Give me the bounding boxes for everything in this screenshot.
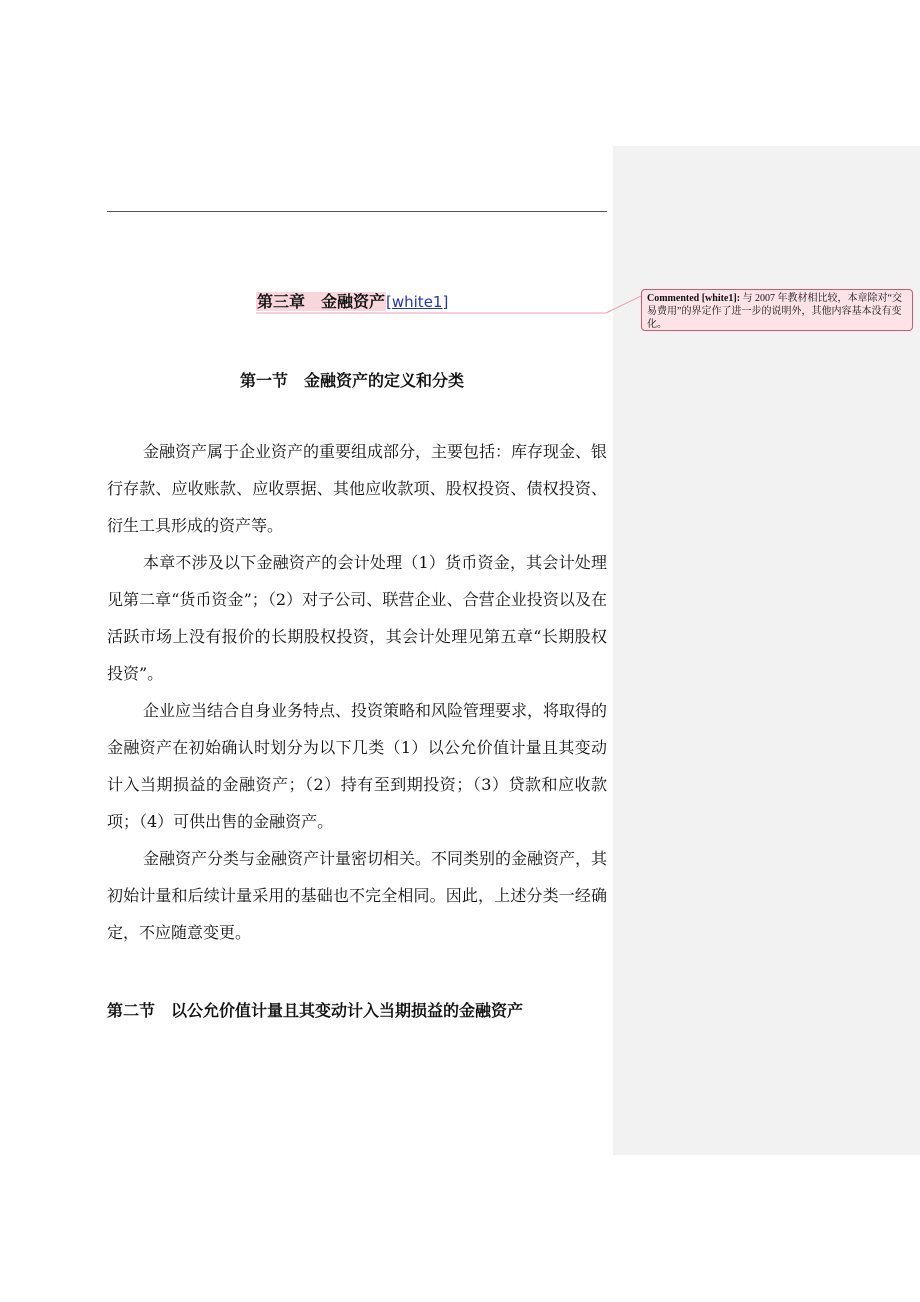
- comment-text: 与 2007 年教材相比较，本章除对“交易费用”的界定作了进一步的说明外，其他内容基本没有变化。: [647, 293, 902, 330]
- comment-reference-link[interactable]: [white1]: [386, 293, 449, 311]
- section-title-1: 第一节 金融资产的定义和分类: [240, 371, 465, 390]
- paragraph-1: 金融资产属于企业资产的重要组成部分，主要包括：库存现金、银行存款、应收账款、应收票据、其他应收款项、股权投资、债权投资、衍生工具形成的资产等。: [107, 442, 608, 535]
- comment-author: Commented [white1]:: [647, 293, 741, 304]
- comment-balloon[interactable]: [641, 289, 913, 331]
- paragraph-3: 企业应当结合自身业务特点、投资策略和风险管理要求，将取得的金融资产在初始确认时划分为以下几类（1）以公允价值计量且其变动计入当期损益的金融资产；（2）持有至到期投资；（3）贷款和应收款项；（4）可供出售的金融资产。: [107, 701, 608, 831]
- section-title-2: 第二节 以公允价值计量且其变动计入当期损益的金融资产: [107, 1001, 524, 1020]
- paragraph-2: 本章不涉及以下金融资产的会计处理（1）货币资金，其会计处理见第二章“货币资金”；（2）对子公司、联营企业、合营企业投资以及在活跃市场上没有报价的长期股权投资，其会计处理见第五章“长期股权投资”。: [107, 553, 607, 683]
- header-rule: [107, 211, 607, 212]
- chapter-title: [256, 290, 448, 314]
- paragraph-4: 金融资产分类与金融资产计量密切相关。不同类别的金融资产，其初始计量和后续计量采用的基础也不完全相同。因此，上述分类一经确定，不应随意变更。: [107, 849, 608, 942]
- chapter-title-text: 第三章 金融资产: [257, 292, 386, 311]
